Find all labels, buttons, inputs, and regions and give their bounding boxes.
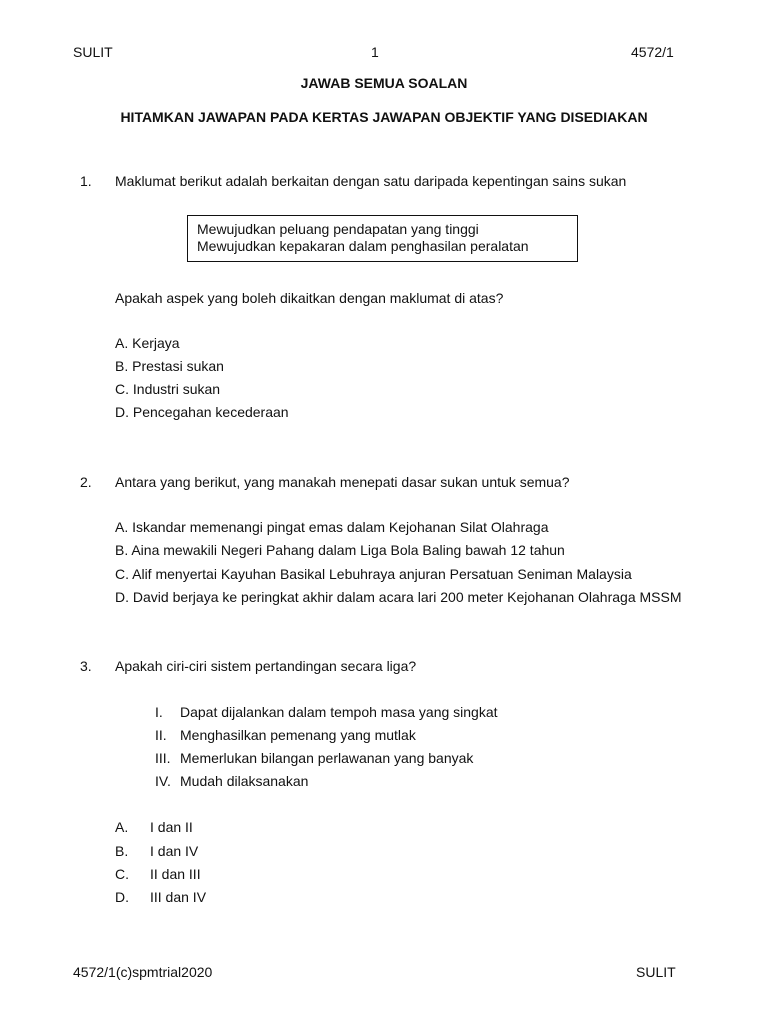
- statement-text: Dapat dijalankan dalam tempoh masa yang singkat: [180, 704, 498, 720]
- statement-number: III.: [155, 750, 171, 766]
- option-b: B. Prestasi sukan: [115, 358, 224, 374]
- question-number: 1.: [80, 173, 92, 189]
- info-box-line: Mewujudkan peluang pendapatan yang tinggi: [197, 221, 479, 237]
- option-d-letter: D.: [115, 889, 129, 905]
- statement-number: IV.: [155, 773, 171, 789]
- page-number: 1: [371, 44, 379, 60]
- question-text: Apakah ciri-ciri sistem pertandingan secara liga?: [115, 658, 417, 674]
- option-d: D. David berjaya ke peringkat akhir dalam acara lari 200 meter Kejohanan Olahraga MSSM: [115, 589, 682, 605]
- header-right: 4572/1: [631, 44, 674, 60]
- option-b: B. Aina mewakili Negeri Pahang dalam Liga Bola Baling bawah 12 tahun: [115, 542, 565, 558]
- option-c-text: II dan III: [150, 866, 201, 882]
- header-left: SULIT: [73, 44, 113, 60]
- option-c: C. Alif menyertai Kayuhan Basikal Lebuhraya anjuran Persatuan Seniman Malaysia: [115, 566, 632, 582]
- statement-text: Memerlukan bilangan perlawanan yang banyak: [180, 750, 474, 766]
- statement-number: II.: [155, 727, 167, 743]
- info-box-line: Mewujudkan kepakaran dalam penghasilan peralatan: [197, 238, 529, 254]
- statement-text: Mudah dilaksanakan: [180, 773, 309, 789]
- option-a: A. Iskandar memenangi pingat emas dalam Kejohanan Silat Olahraga: [115, 519, 549, 535]
- question-text: Maklumat berikut adalah berkaitan dengan satu daripada kepentingan sains sukan: [115, 173, 627, 189]
- option-b-text: I dan IV: [150, 843, 199, 859]
- option-a-text: I dan II: [150, 819, 193, 835]
- option-a-letter: A.: [115, 819, 129, 835]
- question-prompt: Apakah aspek yang boleh dikaitkan dengan maklumat di atas?: [115, 290, 504, 306]
- statement-number: I.: [155, 704, 163, 720]
- footer-right: SULIT: [636, 964, 676, 980]
- instruction-answer-all: JAWAB SEMUA SOALAN: [300, 75, 468, 91]
- footer-left: 4572/1(c)spmtrial2020: [73, 964, 213, 980]
- option-c-letter: C.: [115, 866, 129, 882]
- info-box: [187, 215, 578, 262]
- option-b-letter: B.: [115, 843, 129, 859]
- instruction-shade-answers: HITAMKAN JAWAPAN PADA KERTAS JAWAPAN OBJEKTIF YANG DISEDIAKAN: [120, 109, 648, 125]
- statement-text: Menghasilkan pemenang yang mutlak: [180, 727, 416, 743]
- question-text: Antara yang berikut, yang manakah menepati dasar sukan untuk semua?: [115, 474, 570, 490]
- option-d-text: III dan IV: [150, 889, 207, 905]
- option-d: D. Pencegahan kecederaan: [115, 404, 289, 420]
- option-a: A. Kerjaya: [115, 335, 180, 351]
- option-c: C. Industri sukan: [115, 381, 221, 397]
- question-number: 2.: [80, 474, 92, 490]
- question-number: 3.: [80, 658, 92, 674]
